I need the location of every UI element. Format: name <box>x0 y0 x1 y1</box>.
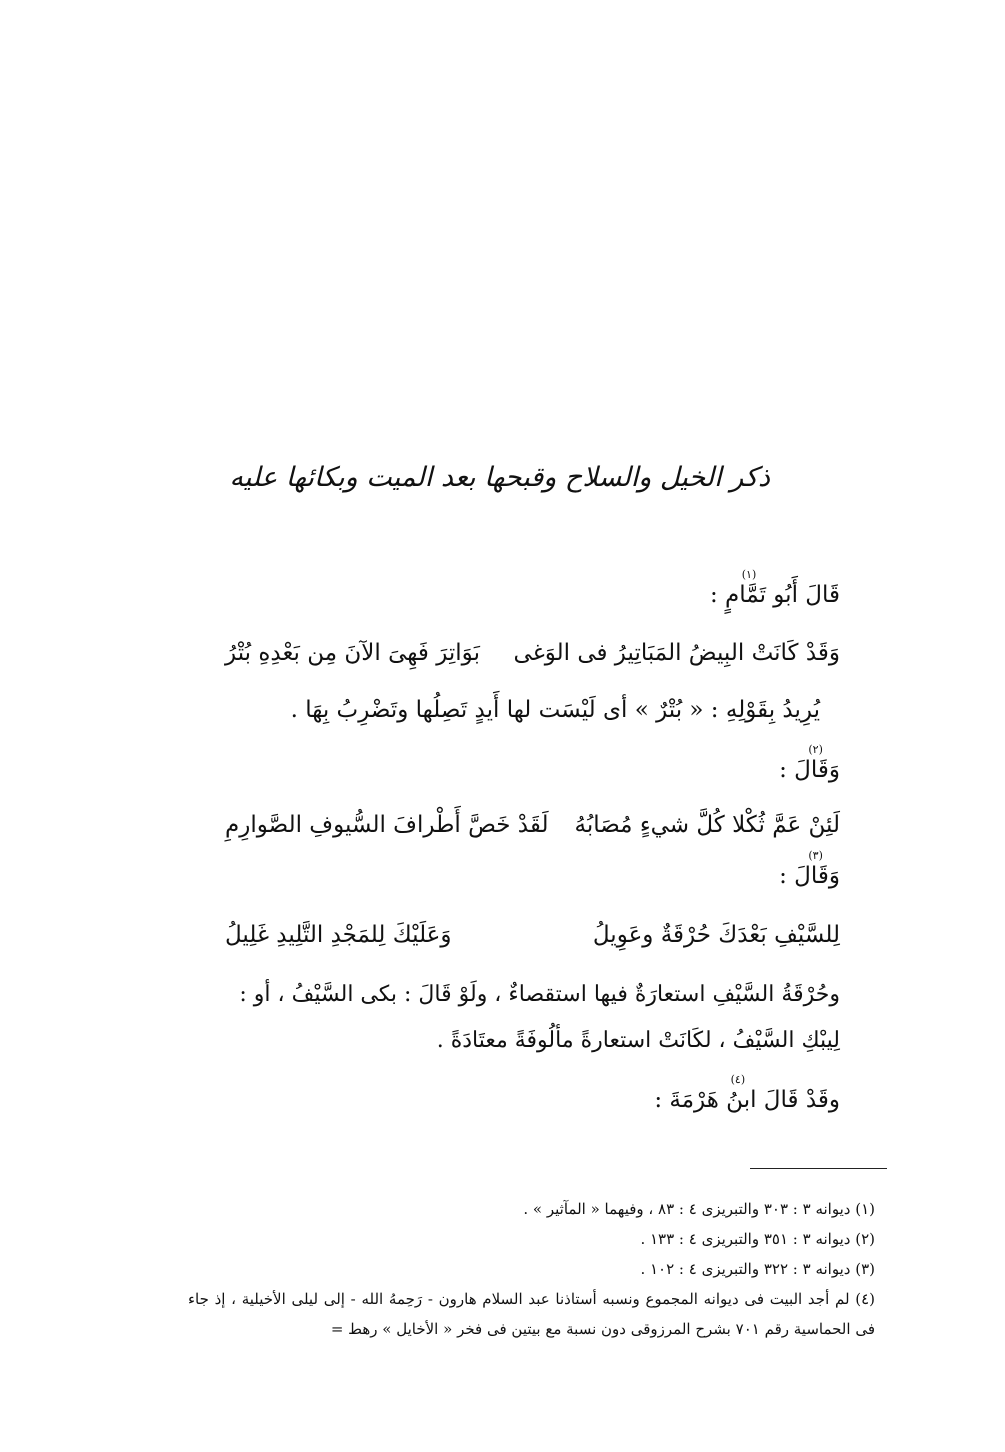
verse-3-second-hemistich: وَعَلَيْكَ لِلمَجْدِ التَّلِيدِ غَلِيلُ <box>225 922 452 948</box>
footnote-separator <box>750 1168 887 1169</box>
poet-intro-2-text-wrap <box>779 743 840 785</box>
footnote-ref-1: (١) <box>741 568 757 581</box>
footnote-1: (١) ديوانه ٣ : ٣٠٣ والتبريزى ٤ : ٨٣ ، وفيهما « المآثير » . <box>523 1200 875 1218</box>
poet-intro-4 <box>654 1073 840 1115</box>
poet-intro-4-text-wrap <box>654 1073 840 1115</box>
poet-intro-1 <box>709 568 840 610</box>
poet-intro-2 <box>779 743 840 785</box>
footnotes <box>188 1194 875 1344</box>
footnote-ref-3: (٣) <box>808 849 823 862</box>
verse-3-first-hemistich: لِلسَّيْفِ بَعْدَكَ حُرْقَةٌ وعَوِيلُ <box>592 922 840 948</box>
footnote-2: (٢) ديوانه ٣ : ٣٥١ والتبريزى ٤ : ١٣٣ . <box>640 1230 875 1248</box>
footnote-4: (٤) لم أجد البيت فى ديوانه المجموع ونسبه أستاذنا عبد السلام هارون - رَحِمهُ الله - إلى ليلى الأخيلية ، إذ جاء فى الحماسية رقم ٧٠١ بشرح المرزوقى دون نسبة مع بيتين فى فخر « الأخايل » رهط = <box>188 1290 875 1338</box>
poet-intro-3-text-wrap <box>779 849 840 891</box>
poet-intro-3-text: وَقَالَ : <box>779 863 840 889</box>
poet-intro-1-text: قَالَ أَبُو تَمَّامٍ : <box>709 582 840 608</box>
commentary-1: يُرِيدُ بِقَوْلِهِ : « بُتْرٌ » أى لَيْسَت لها أَيدٍ تَصِلُها وتَضْرِبُ بِهَا . <box>290 697 820 723</box>
verse-1-second-hemistich: بَوَاتِرَ فَهِىَ الآنَ مِن بَعْدِهِ بُتْرُ <box>225 640 480 666</box>
verse-2-second-hemistich: لَقَدْ خَصَّ أَطْرافَ السُّيوفِ الصَّوارِمِ <box>225 812 549 838</box>
poet-intro-4-text: وقَدْ قَالَ ابنُ هَرْمَةَ : <box>654 1087 840 1113</box>
verse-3 <box>225 922 840 954</box>
verse-2 <box>225 812 840 844</box>
footnote-ref-2: (٢) <box>808 743 823 756</box>
poet-intro-2-text: وَقَالَ : <box>779 757 840 783</box>
footnote-3: (٣) ديوانه ٣ : ٣٢٢ والتبريزى ٤ : ١٠٢ . <box>640 1260 875 1278</box>
verse-1-first-hemistich: وَقَدْ كَانَتْ البِيضُ المَبَاتِيرُ فى الوَغى <box>513 640 840 666</box>
poet-intro-3 <box>779 849 840 891</box>
poet-intro-1-text-wrap <box>709 568 840 610</box>
verse-1 <box>225 640 840 672</box>
commentary-2: وحُرْقَةُ السَّيْفِ استعارَةٌ فيها استقصاءٌ ، ولَوْ قَالَ : بكى السَّيْفُ ، أو : لِيبْكِ السَّيْفُ ، لكَانَتْ استعارةً مألُوفَةً معتَادَةً . <box>239 982 840 1053</box>
verse-2-first-hemistich: لَئِنْ عَمَّ ثُكْلا كُلَّ شيءٍ مُصَابُهُ <box>574 812 840 838</box>
chapter-heading: ذكر الخيل والسلاح وقبحها بعد الميت وبكائها عليه <box>229 462 770 493</box>
footnote-ref-4: (٤) <box>730 1073 746 1086</box>
